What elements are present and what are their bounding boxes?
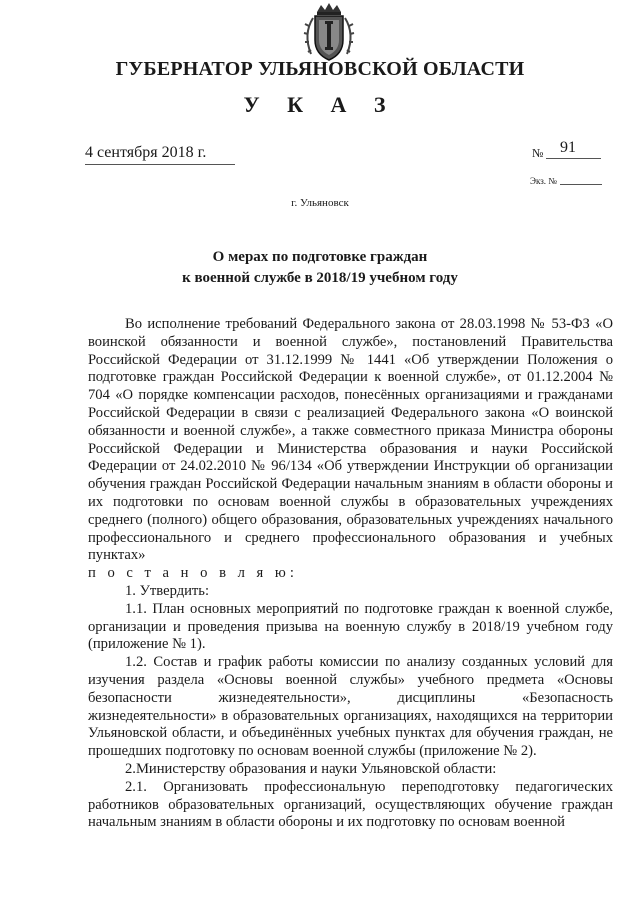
- item-2: 2.Министерству образования и науки Ульяновской области:: [125, 760, 497, 777]
- decree-number: 91: [560, 139, 576, 156]
- copy-number-underline: [560, 184, 602, 185]
- date-underline: [85, 164, 235, 165]
- preamble-paragraph: Во исполнение требований Федерального закона от 28.03.1998 № 53-ФЗ «О воинской обязанности и военной службе», постановлений Правительства Российской Федерации от 31.12.1999 № 1441 «Об утверждении Положения о подготовке граждан Российской Федерации к военной службе», от 01.12.2004 № 704 «О порядке компенсации расходов, понесённых организациями и гражданами Российской Федерации в связи с реализацией Федерального закона «О воинской обязанности и военной службе», а также совместного приказа Министра обороны Российской Федерации и Министерства образования и науки Российской Федерации от 24.02.2010 № 96/134 «Об утверждении Инструкции об организации обучения граждан Российской Федерации начальным знаниям в области обороны и их подготовки по основам военной службы в образовательных учреждениях среднего (полного) общего образования, образовательных учреждениях начального профессионального и среднего профессионального образования и учебных пунктах»: [88, 316, 613, 564]
- item-2-1: 2.1. Организовать профессиональную переподготовку педагогических работников образовательных организаций, осуществляющих обучение граждан начальным знаниям в области обороны и их подготовку по основам военной: [88, 778, 613, 831]
- subject-line-2: к военной службе в 2018/19 учебном году: [182, 270, 458, 286]
- subject-line-1: О мерах по подготовке граждан: [212, 249, 428, 265]
- item-1-1: 1.1. План основных мероприятий по подготовке граждан к военной службе, организации и проведения призыва на военную службу в 2018/19 учебном году (приложение № 1).: [88, 600, 613, 653]
- decree-date: 4 сентября 2018 г.: [85, 144, 207, 161]
- item-1-2: 1.2. Состав и график работы комиссии по анализу созданных условий для изучения раздела «Основы военной службы» учебного предмета «Основы безопасности жизнедеятельности», дисциплины «Безопасность жизнедеятельности» в образовательных организациях, находящихся на территории Ульяновской области, и объединённых учебных пунктах для обучения граждан, не прошедших подготовку по основам военной службы (приложение № 2).: [88, 654, 613, 760]
- issuer-title: ГУБЕРНАТОР УЛЬЯНОВСКОЙ ОБЛАСТИ: [115, 58, 525, 80]
- copy-number-label: Экз. №: [530, 176, 557, 186]
- decree-word: п о с т а н о в л я ю:: [88, 565, 298, 582]
- number-underline: [546, 158, 601, 159]
- number-label: №: [532, 146, 544, 160]
- item-1: 1. Утвердить:: [125, 582, 210, 599]
- city: г. Ульяновск: [291, 197, 349, 209]
- decree-subject: [0, 247, 640, 289]
- document-type: У К А З: [243, 92, 397, 117]
- coat-of-arms-emblem: [297, 0, 361, 64]
- decree-body: [88, 316, 613, 832]
